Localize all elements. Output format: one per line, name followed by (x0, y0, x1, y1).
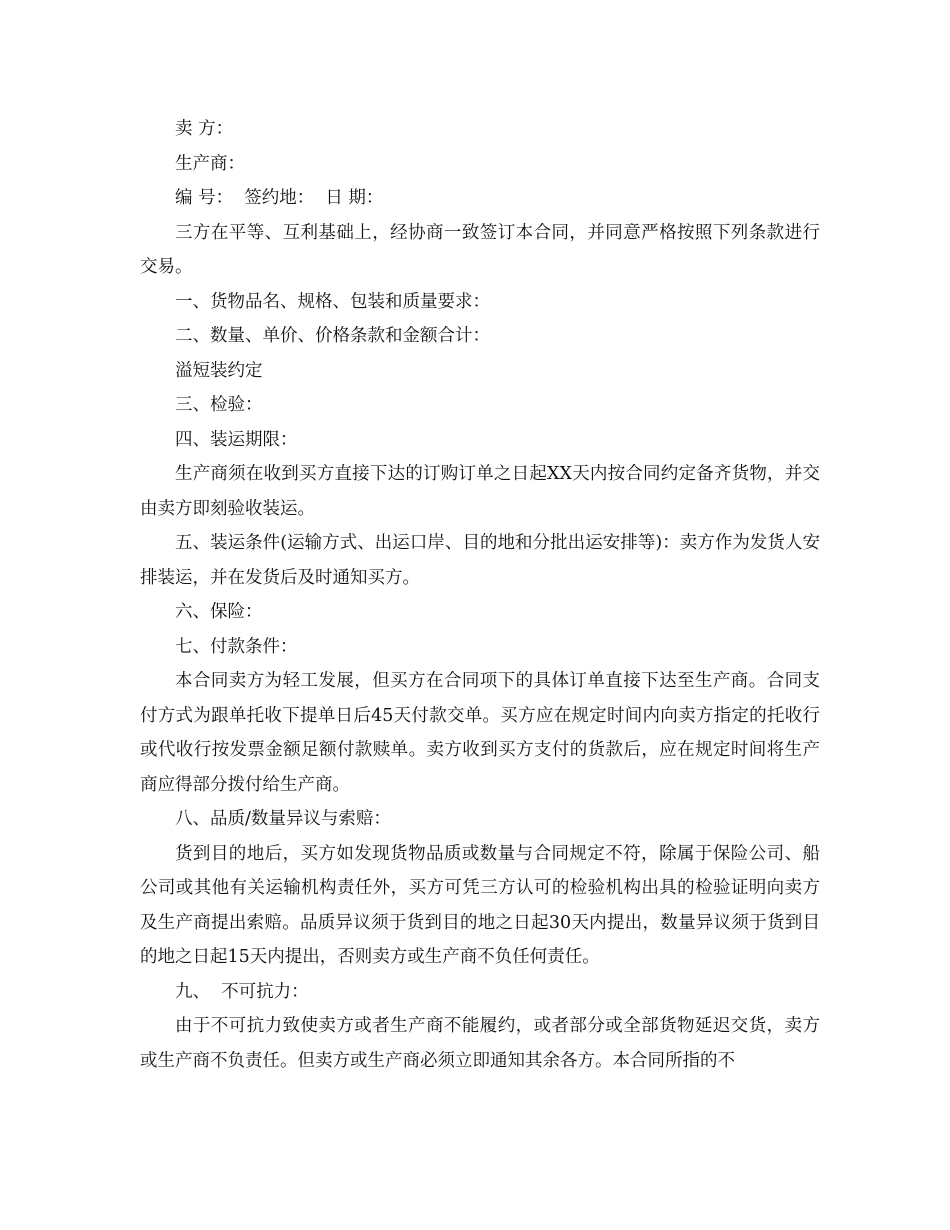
section-3-heading: 三、检验： (175, 395, 263, 415)
overfill-shortage-line: 溢短装约定 (175, 360, 263, 381)
claims-paragraph: 货到目的地后，买方如发现货物品质或数量与合同规定不符，除属于保险公司、船公司或其他有关运输机构责任外，买方可凭三方认可的检验机构出具的检验证明向卖方及生产商提出索赔。品质异议须于货到目的地之日起30天内提出，数量异议须于货到目的地之日起15天内提出，否则卖方或生产商不负任何责任。 (140, 843, 820, 967)
section-2-heading: 二、数量、单价、价格条款和金额合计： (175, 326, 490, 346)
section-1-heading: 一、货物品名、规格、包装和质量要求： (175, 291, 490, 312)
preamble-paragraph: 三方在平等、互利基础上，经协商一致签订本合同，并同意严格按照下列条款进行交易。 (140, 222, 820, 277)
section-7-heading: 七、付款条件： (175, 636, 298, 657)
section-4-heading: 四、装运期限： (175, 429, 298, 450)
section-6-heading: 六、保险： (175, 602, 263, 622)
section-5-paragraph: 五、装运条件(运输方式、出运口岸、目的地和分批出运安排等)：卖方作为发货人安排装运，并在发货后及时通知买方。 (140, 533, 820, 588)
seller-line: 卖 方： (175, 119, 234, 139)
section-8-heading: 八、品质/数量异议与索赔： (175, 809, 391, 829)
section-9-heading: 九、 不可抗力： (175, 981, 309, 1002)
manufacturer-line: 生产商： (175, 153, 245, 174)
shipment-period-paragraph: 生产商须在收到买方直接下达的订购订单之日起XX天内按合同约定备齐货物，并交由卖方即刻验收装运。 (140, 464, 820, 519)
number-place-date-line: 编 号： 签约地： 日 期： (175, 188, 384, 208)
contract-body (140, 112, 820, 1078)
payment-terms-paragraph: 本合同卖方为轻工发展，但买方在合同项下的具体订单直接下达至生产商。合同支付方式为跟单托收下提单日后45天付款交单。买方应在规定时间内向卖方指定的托收行或代收行按发票金额足额付款赎单。卖方收到买方支付的货款后，应在规定时间将生产商应得部分拨付给生产商。 (140, 671, 820, 795)
force-majeure-paragraph: 由于不可抗力致使卖方或者生产商不能履约，或者部分或全部货物延迟交货，卖方或生产商不负责任。但卖方或生产商必须立即通知其余各方。本合同所指的不 (140, 1016, 820, 1071)
